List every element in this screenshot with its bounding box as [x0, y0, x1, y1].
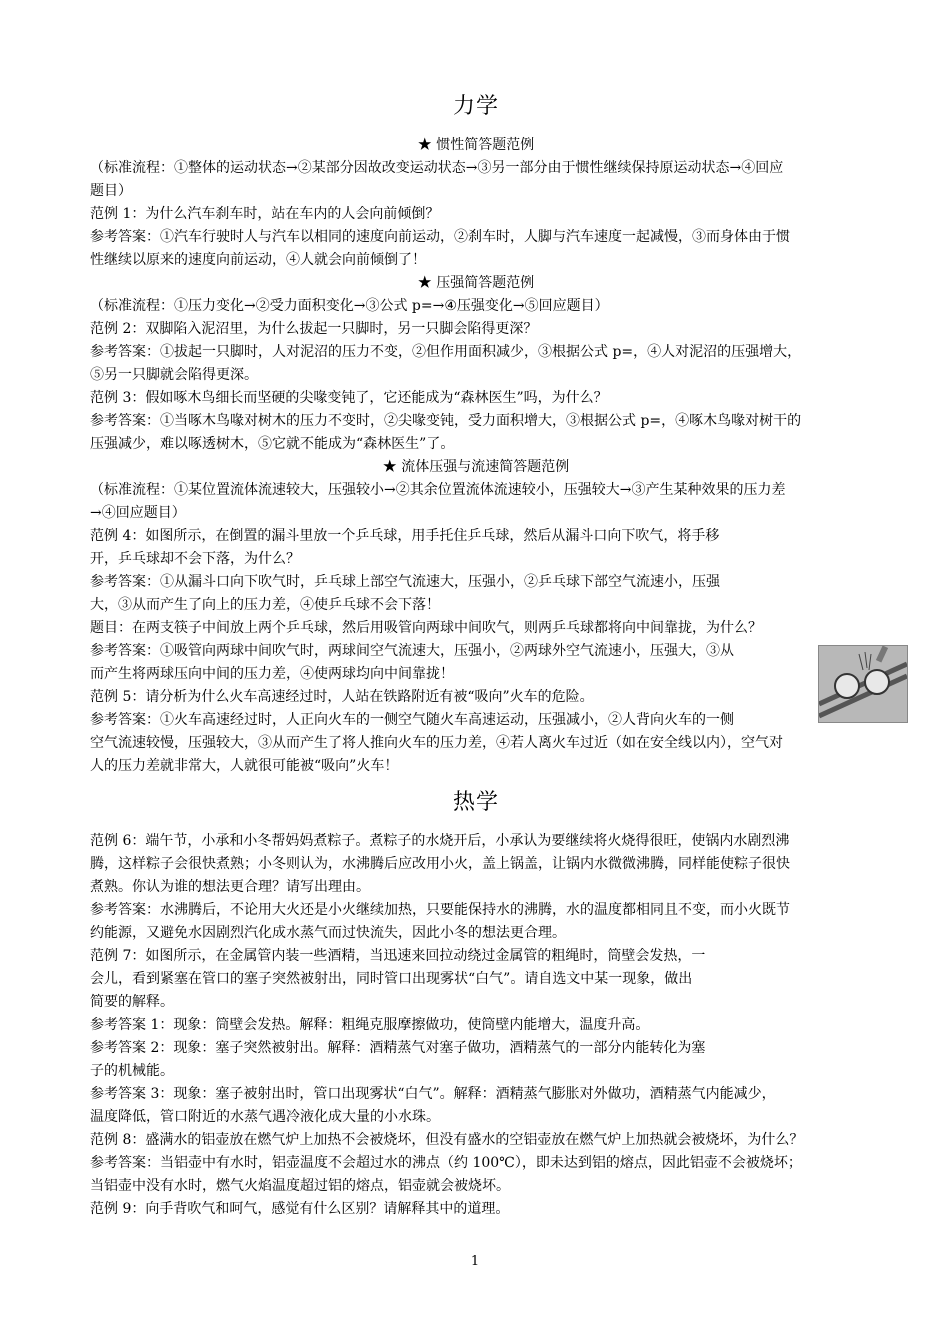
text-line: 腾，这样粽子会很快煮熟；小冬则认为，水沸腾后应改用小火，盖上锅盖，让锅内水微微沸腾，同样能使粽子很快: [90, 856, 790, 872]
subheading-fluid-pressure: ★ 流体压强与流速简答题范例: [382, 459, 570, 475]
text-line: 范例 2：双脚陷入泥沼里，为什么拔起一只脚时，另一只脚会陷得更深？: [90, 321, 538, 337]
text-line: 题目：在两支筷子中间放上两个乒乓球，然后用吸管向两球中间吹气，则两乒乓球都将向中间靠拢，为什么？: [90, 620, 762, 636]
text-line: 范例 1：为什么汽车刹车时，站在车内的人会向前倾倒？: [90, 206, 440, 222]
section-title-mechanics: 力学: [452, 94, 499, 119]
ping-pong-chopsticks-figure: [818, 645, 908, 723]
text-line: 参考答案：①拔起一只脚时，人对泥沼的压力不变，②但作用面积减少，③根据公式 p=，④人对泥沼的压强增大，: [90, 344, 802, 360]
text-line: 空气流速较慢，压强较大，③从而产生了将人推向火车的压力差，④若人离火车过近（如在安全线以内），空气对: [90, 735, 783, 751]
text-line: 参考答案 3：现象：塞子被射出时，管口出现雾状“白气”。解释：酒精蒸气膨胀对外做功，酒精蒸气内能减少，: [90, 1086, 776, 1102]
text-line: 约能源，又避免水因剧烈汽化成水蒸气而过快流失，因此小冬的想法更合理。: [90, 925, 566, 941]
text-line: 而产生将两球压向中间的压力差，④使两球均向中间靠拢！: [90, 666, 454, 682]
text-line: 范例 3：假如啄木鸟细长而坚硬的尖喙变钝了，它还能成为“森林医生”吗，为什么？: [90, 390, 608, 406]
text-line: ⑤另一只脚就会陷得更深。: [90, 367, 258, 383]
text-line: 范例 9：向手背吹气和呵气，感觉有什么区别？请解释其中的道理。: [90, 1201, 510, 1217]
text-line: 会儿，看到紧塞在管口的塞子突然被射出，同时管口出现雾状“白气”。请自选文中某一现象，做出: [90, 971, 693, 987]
text-line: 参考答案：①从漏斗口向下吹气时，乒乓球上部空气流速大，压强小，②乒乓球下部空气流速小，压强: [90, 574, 720, 590]
text-line: 范例 8：盛满水的铝壶放在燃气炉上加热不会被烧坏，但没有盛水的空铝壶放在燃气炉上加热就会被烧坏，为什么？: [90, 1132, 804, 1148]
document-page: [90, 92, 862, 1221]
text-line: 子的机械能。: [90, 1063, 174, 1079]
text-line: 煮熟。你认为谁的想法更合理？请写出理由。: [90, 879, 370, 895]
text-line: 范例 6：端午节，小承和小冬帮妈妈煮粽子。煮粽子的水烧开后，小承认为要继续将火烧得很旺，使锅内水剧烈沸: [90, 833, 790, 849]
text-line: 简要的解释。: [90, 994, 174, 1010]
text-line: 范例 5：请分析为什么火车高速经过时，人站在铁路附近有被“吸向”火车的危险。: [90, 689, 594, 705]
text-line: 参考答案：当铝壶中有水时，铝壶温度不会超过水的沸点（约 100℃），即未达到铝的熔点，因此铝壶不会被烧坏；: [90, 1155, 802, 1171]
text-line: 参考答案：①火车高速经过时，人正向火车的一侧空气随火车高速运动，压强减小，②人背向火车的一侧: [90, 712, 734, 728]
subheading-inertia: ★ 惯性简答题范例: [417, 137, 535, 153]
text-line: （标准流程：①某位置流体流速较大，压强较小→②其余位置流体流速较小，压强较大→③产生某种效果的压力差: [90, 482, 786, 498]
subheading-pressure: ★ 压强简答题范例: [417, 275, 535, 291]
text-line: 压强减少，难以啄透树木，⑤它就不能成为“森林医生”了。: [90, 436, 455, 452]
text-line: 题目）: [90, 183, 132, 199]
text-line: 参考答案：①汽车行驶时人与汽车以相同的速度向前运动，②刹车时，人脚与汽车速度一起减慢，③而身体由于惯: [90, 229, 790, 245]
text-line: 参考答案 2：现象：塞子突然被射出。解释：酒精蒸气对塞子做功，酒精蒸气的一部分内能转化为塞: [90, 1040, 706, 1056]
text-line: 大，③从而产生了向上的压力差，④使乒乓球不会下落！: [90, 597, 440, 613]
text-line: （标准流程：①压力变化→②受力面积变化→③公式 p=→④压强变化→⑤回应题目）: [90, 298, 609, 314]
text-line: 温度降低，管口附近的水蒸气遇冷液化成大量的小水珠。: [90, 1109, 440, 1125]
text-line: 参考答案：①吸管向两球中间吹气时，两球间空气流速大，压强小，②两球外空气流速小，压强大，③从: [90, 643, 734, 659]
text-line: 人的压力差就非常大，人就很可能被“吸向”火车！: [90, 758, 399, 774]
page-number: 1: [470, 1254, 480, 1269]
text-line: 范例 4：如图所示，在倒置的漏斗里放一个乒乓球，用手托住乒乓球，然后从漏斗口向下吹气，将手移: [90, 528, 720, 544]
section-title-thermal: 热学: [452, 790, 499, 815]
text-line: 性继续以原来的速度向前运动，④人就会向前倾倒了！: [90, 252, 426, 268]
text-line: 参考答案 1：现象：筒壁会发热。解释：粗绳克服摩擦做功，使筒壁内能增大，温度升高。: [90, 1017, 650, 1033]
text-line: 参考答案：①当啄木鸟喙对树木的压力不变时，②尖喙变钝，受力面积增大，③根据公式 p=，④啄木鸟喙对树干的: [90, 413, 802, 429]
text-line: 参考答案：水沸腾后，不论用大火还是小火继续加热，只要能保持水的沸腾，水的温度都相同且不变，而小火既节: [90, 902, 790, 918]
text-line: 开，乒乓球却不会下落，为什么？: [90, 551, 300, 567]
text-line: 范例 7：如图所示，在金属管内装一些酒精，当迅速来回拉动绕过金属管的粗绳时，筒壁会发热，一: [90, 948, 706, 964]
text-line: （标准流程：①整体的运动状态→②某部分因故改变运动状态→③另一部分由于惯性继续保持原运动状态→④回应: [90, 160, 784, 176]
text-line: →④回应题目）: [90, 505, 186, 521]
text-line: 当铝壶中没有水时，燃气火焰温度超过铝的熔点，铝壶就会被烧坏。: [90, 1178, 510, 1194]
